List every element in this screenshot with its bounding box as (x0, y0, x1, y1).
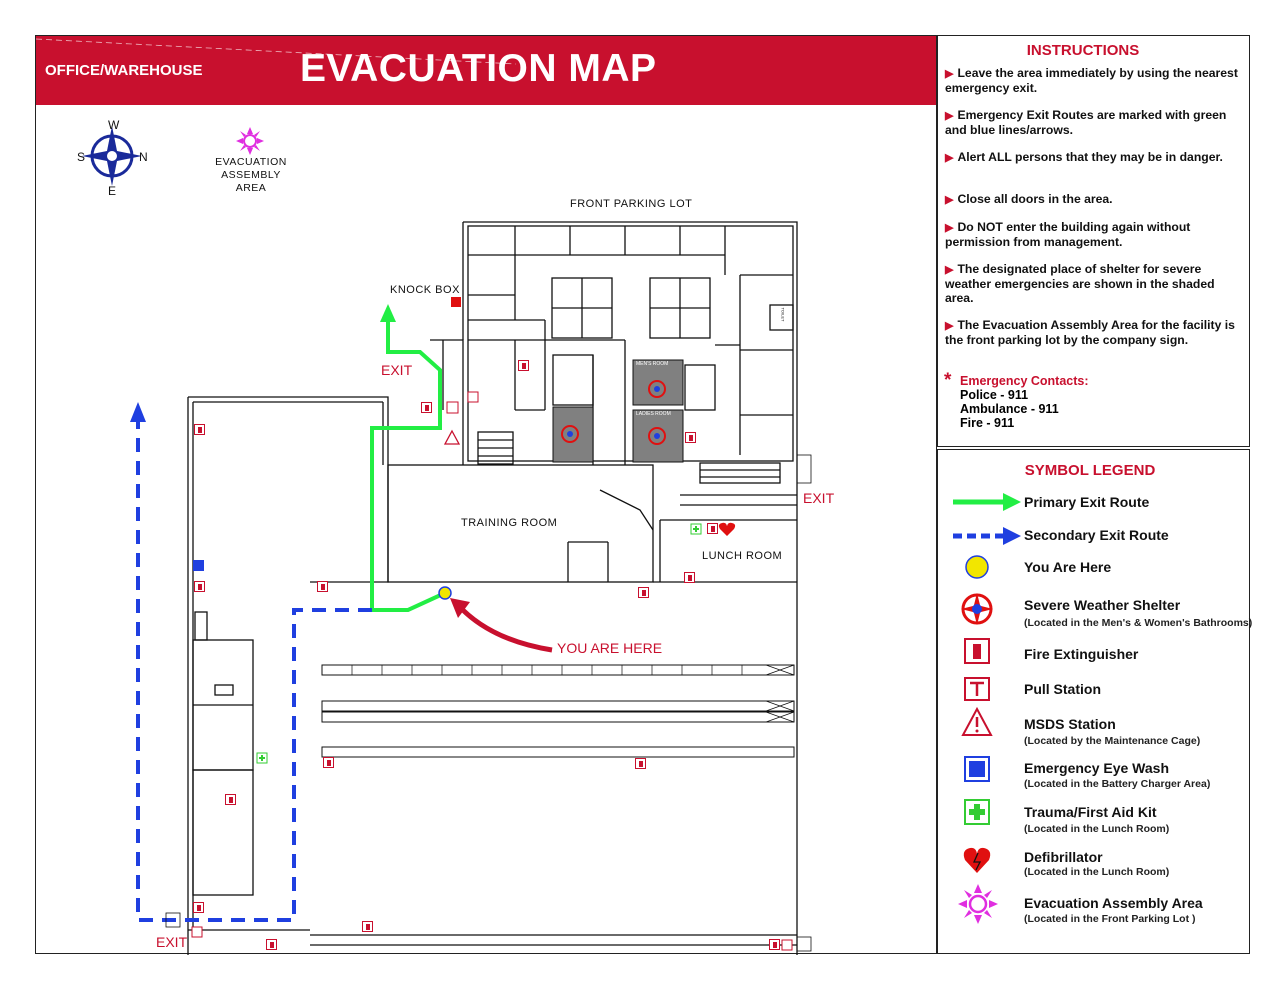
legend-defibrillator-sub: (Located in the Lunch Room) (1024, 866, 1170, 878)
shelter-legend-icon (961, 593, 993, 625)
bullet-icon: ▶ (945, 264, 954, 276)
contacts-heading: Emergency Contacts: (960, 374, 1089, 388)
legend-icons (945, 488, 1023, 943)
fire-extinguisher-icon (518, 360, 529, 371)
compass-west: W (108, 118, 120, 132)
instructions-heading: INSTRUCTIONS (1026, 42, 1140, 59)
msds-icon (445, 431, 459, 444)
instruction-item: ▶ The designated place of shelter for severe weather emergencies are shown in the shaded area. (945, 262, 1215, 305)
legend-heading: SYMBOL LEGEND (1024, 462, 1156, 479)
fire-extinguisher-icon (421, 402, 432, 413)
page-title: EVACUATION MAP (300, 47, 657, 90)
fire-extinguisher-icon (194, 424, 205, 435)
instruction-item: ▶ Close all doors in the area. (945, 192, 1113, 206)
legend-shelter: Severe Weather Shelter (1024, 597, 1181, 613)
eye-wash-icon (193, 560, 204, 571)
legend-primary-route: Primary Exit Route (1024, 494, 1150, 510)
instruction-item: ▶ The Evacuation Assembly Area for the facility is the front parking lot by the company sign. (945, 318, 1235, 347)
legend-first-aid: Trauma/First Aid Kit (1024, 804, 1157, 820)
toilet-label: TOILET (780, 307, 786, 322)
legend-pull-station: Pull Station (1024, 681, 1101, 697)
exit-label-north: EXIT (381, 362, 413, 378)
bullet-icon: ▶ (945, 152, 954, 164)
first-aid-legend-icon (965, 800, 989, 824)
legend-fire-extinguisher: Fire Extinguisher (1024, 646, 1139, 662)
lunch-room-label: LUNCH ROOM (702, 550, 783, 562)
you-are-here-legend-icon (966, 556, 988, 578)
legend-defibrillator: Defibrillator (1024, 849, 1103, 865)
bullet-icon: ▶ (945, 194, 954, 206)
bullet-icon: ▶ (945, 320, 954, 332)
ladies-room-label: LADIES ROOM (636, 411, 671, 417)
primary-route-arrowhead (380, 304, 396, 322)
instruction-item: ▶ Emergency Exit Routes are marked with green and blue lines/arrows. (945, 108, 1227, 137)
primary-route-legend-icon (953, 493, 1021, 511)
knock-box-marker (451, 297, 461, 307)
pull-station-legend-icon (965, 678, 989, 700)
legend-msds-sub: (Located by the Maintenance Cage) (1024, 735, 1201, 747)
compass-east: E (108, 184, 117, 198)
fire-extinguisher-icon (317, 581, 328, 592)
compass-south: S (77, 150, 86, 164)
fire-extinguisher-icon (194, 581, 205, 592)
secondary-route-arrowhead (130, 402, 146, 422)
racking-rows (322, 665, 794, 757)
instruction-item: ▶ Alert ALL persons that they may be in danger. (945, 150, 1223, 164)
bullet-icon: ▶ (945, 68, 954, 80)
legend-assembly-area-sub: (Located in the Front Parking Lot ) (1024, 913, 1196, 925)
assembly-area-legend-icon (958, 884, 998, 924)
instruction-item: ▶ Leave the area immediately by using the nearest emergency exit. (945, 66, 1238, 95)
contact-ambulance: Ambulance - 911 (960, 402, 1059, 416)
contact-fire: Fire - 911 (960, 416, 1015, 430)
legend-shelter-sub: (Located in the Men's & Women's Bathrooms) (1024, 617, 1253, 629)
instruction-item: ▶ Do NOT enter the building again without permission from management. (945, 220, 1191, 249)
fire-extinguisher-icon (638, 587, 649, 598)
exit-label-east: EXIT (803, 490, 835, 506)
compass-north: N (139, 150, 149, 164)
fire-extinguisher-icon (266, 939, 277, 950)
legend-assembly-area: Evacuation Assembly Area (1024, 895, 1203, 911)
legend-eye-wash: Emergency Eye Wash (1024, 760, 1169, 776)
msds-legend-icon (963, 709, 991, 735)
legend-msds: MSDS Station (1024, 716, 1116, 732)
legend-eye-wash-sub: (Located in the Battery Charger Area) (1024, 778, 1211, 790)
you-are-here-label: YOU ARE HERE (557, 640, 663, 656)
fire-extinguisher-icon (323, 757, 334, 768)
defibrillator-legend-icon (964, 848, 990, 873)
asterisk-icon: * (944, 370, 952, 391)
defibrillator-icon (719, 523, 735, 536)
fire-extinguisher-icon (707, 523, 718, 534)
fire-extinguisher-icon (362, 921, 373, 932)
you-are-here-marker (439, 587, 451, 599)
fire-extinguisher-icon (193, 902, 204, 913)
you-are-here-arrow (458, 605, 552, 650)
fire-extinguisher-icon (635, 758, 646, 769)
fire-extinguisher-icon (685, 432, 696, 443)
mens-room-label: MEN'S ROOM (636, 361, 669, 367)
training-room-label: TRAINING ROOM (461, 517, 558, 529)
front-parking-lot-label: FRONT PARKING LOT (570, 198, 693, 210)
legend-first-aid-sub: (Located in the Lunch Room) (1024, 823, 1170, 835)
fire-extinguisher-icon (225, 794, 236, 805)
fire-extinguisher-legend-icon (965, 639, 989, 663)
bullet-icon: ▶ (945, 222, 954, 234)
bullet-icon: ▶ (945, 110, 954, 122)
secondary-route-legend-icon (953, 527, 1021, 545)
fire-extinguisher-icon (769, 939, 780, 950)
subtitle: OFFICE/WAREHOUSE (45, 62, 203, 79)
legend-you-are-here: You Are Here (1024, 559, 1112, 575)
fire-extinguisher-icon (684, 572, 695, 583)
legend-secondary-route: Secondary Exit Route (1024, 527, 1169, 543)
exit-label-south: EXIT (156, 934, 188, 950)
knock-box-label: KNOCK BOX (390, 284, 460, 296)
contact-police: Police - 911 (960, 388, 1029, 402)
assembly-area-label: EVACUATION ASSEMBLY AREA (215, 156, 287, 194)
eye-wash-legend-icon (965, 757, 989, 781)
